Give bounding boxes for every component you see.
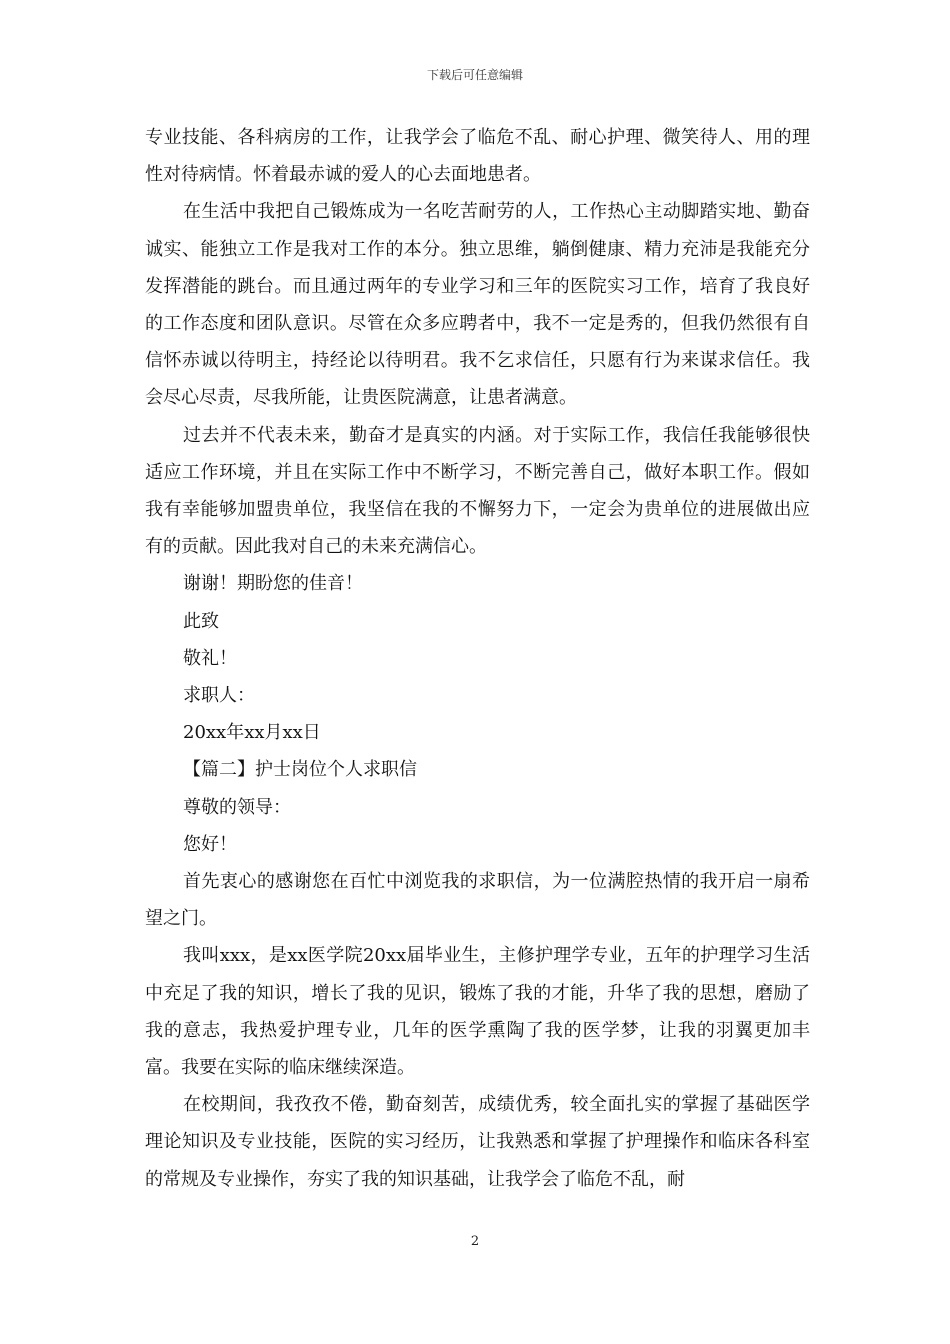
closing-thanks: 谢谢！期盼您的佳音！ xyxy=(183,573,363,595)
paragraph-self-intro: 我叫xxx，是xx医学院20xx届毕业生，主修护理学专业，五年的护理学习生活中充足了我的知识，增长了我的见识，锻炼了我的才能，升华了我的思想，磨励了我的意志，我热爱护理专业，几年的医学熏陶了我的医学梦，让我的羽翼更加丰富。我要在实际的临床继续深造。 xyxy=(145,945,810,1079)
paragraph-2: 在生活中我把自己锻炼成为一名吃苦耐劳的人，工作热心主动脚踏实地、勤奋诚实、能独立工作是我对工作的本分。独立思维，躺倒健康、精力充沛是我能充分发挥潜能的跳台。而且通过两年的专业学习和三年的医院实习工作，培育了我良好的工作态度和团队意识。尽管在众多应聘者中，我不一定是秀的，但我仍然很有自信怀赤诚以待明主，持经论以待明君。我不乞求信任，只愿有行为来谋求信任。我会尽心尽责，尽我所能，让贵医院满意，让患者满意。 xyxy=(145,201,810,409)
page-header: 下载后可任意编辑 xyxy=(426,68,523,82)
paragraph-school: 在校期间，我孜孜不倦，勤奋刻苦，成绩优秀，较全面扎实的掌握了基础医学理论知识及专业技能，医院的实习经历，让我熟悉和掌握了护理操作和临床各科室的常规及专业操作，夯实了我的知识基础，让我学会了临危不乱，耐 xyxy=(145,1094,810,1190)
paragraph-3: 过去并不代表未来，勤奋才是真实的内涵。对于实际工作，我信任我能够很快适应工作环境，并且在实际工作中不断学习，不断完善自己，做好本职工作。假如我有幸能够加盟贵单位，我坚信在我的不懈努力下，一定会为贵单位的进展做出应有的贡献。因此我对自己的未来充满信心。 xyxy=(145,424,810,558)
letter-body xyxy=(145,119,810,1198)
greeting-respect: 尊敬的领导： xyxy=(183,796,291,818)
section-title: 【篇二】护士岗位个人求职信 xyxy=(183,759,417,781)
paragraph-1: 专业技能、各科病房的工作，让我学会了临危不乱、耐心护理、微笑待人、用的理性对待病情。怀着最赤诚的爱人的心去面地患者。 xyxy=(145,127,810,186)
greeting-hello: 您好！ xyxy=(183,833,237,855)
closing-salutation: 此致 xyxy=(183,610,219,632)
page-number: 2 xyxy=(470,1234,480,1249)
letter-date: 20xx年xx月xx日 xyxy=(183,722,321,744)
applicant-label: 求职人： xyxy=(183,685,255,707)
paragraph-intro: 首先衷心的感谢您在百忙中浏览我的求职信，为一位满腔热情的我开启一扇希望之门。 xyxy=(145,871,810,930)
closing-regards: 敬礼！ xyxy=(183,647,237,669)
